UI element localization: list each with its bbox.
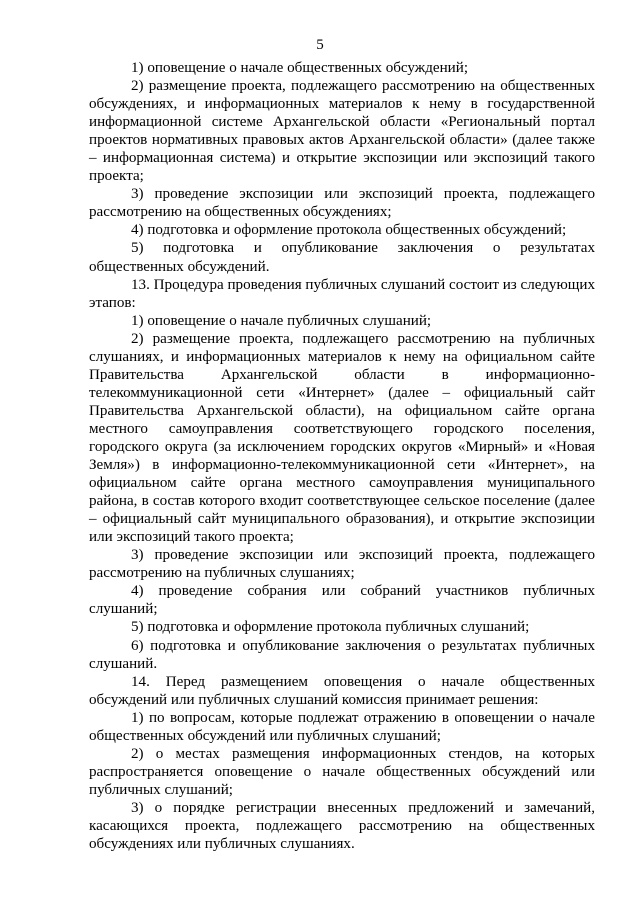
clause-13: 13. Процедура проведения публичных слушаний состоит из следующих этапов: <box>89 276 595 311</box>
list-item-stage-5-public-hearings: 5) подготовка и оформление протокола публичных слушаний; <box>131 619 530 636</box>
list-item-decision-3: 3) о порядке регистрации внесенных предложений и замечаний, касающихся проекта, подлежащего рассмотрению на общественных обсуждениях или публичных слушаниях. <box>89 799 595 853</box>
list-item-stage-4-public-discussions: 4) подготовка и оформление протокола общественных обсуждений; <box>131 222 567 239</box>
list-item-stage-2-public-discussions: 2) размещение проекта, подлежащего рассмотрению на общественных обсуждениях, и информационных материалов к нему в государственной информационной системе Архангельской области «Региональный портал проектов нормативных правовых актов Архангельской области» (далее также – информационная система) и открытие экспозиции или экспозиций такого проекта; <box>89 78 595 185</box>
list-item-stage-2-public-hearings: 2) размещение проекта, подлежащего рассмотрению на публичных слушаниях, и информационных материалов к нему на официальном сайте Правительства Архангельской области в информационно-телекоммуникационной сети «Интернет» (далее – официальный сайт Правительства Архангельской области), на официальном сайте органа местного самоуправления соответствующего городского поселения, городского округа (за исключением городских округов «Мирный» и «Новая Земля») в информационно-телекоммуникационной сети «Интернет», на официальном сайте органа местного самоуправления муниципального района, в состав которого входит соответствующее сельское поселение (далее – официальный сайт муниципального образования), и открытие экспозиции или экспозиций такого проекта; <box>89 330 595 546</box>
list-item-decision-1: 1) по вопросам, которые подлежат отражению в оповещении о начале общественных обсуждений или публичных слушаний; <box>89 709 595 744</box>
list-item-stage-3-public-discussions: 3) проведение экспозиции или экспозиций проекта, подлежащего рассмотрению на общественных обсуждениях; <box>89 186 595 221</box>
list-item-stage-5-public-discussions: 5) подготовка и опубликование заключения о результатах общественных обсуждений. <box>89 240 595 275</box>
clause-14: 14. Перед размещением оповещения о начале общественных обсуждений или публичных слушаний комиссия принимает решения: <box>89 673 595 708</box>
list-item-stage-1-public-discussions: 1) оповещение о начале общественных обсуждений; <box>131 60 469 76</box>
page-number: 5 <box>316 37 324 53</box>
list-item-stage-4-public-hearings: 4) проведение собрания или собраний участников публичных слушаний; <box>89 583 595 618</box>
document-body <box>89 59 595 853</box>
list-item-stage-1-public-hearings: 1) оповещение о начале публичных слушаний; <box>131 312 432 329</box>
list-item-decision-2: 2) о местах размещения информационных стендов, на которых распространяется оповещение о начале общественных обсуждений или публичных слушаний; <box>89 745 595 798</box>
list-item-stage-6-public-hearings: 6) подготовка и опубликование заключения о результатах публичных слушаний. <box>89 637 595 672</box>
list-item-stage-3-public-hearings: 3) проведение экспозиции или экспозиций проекта, подлежащего рассмотрению на публичных слушаниях; <box>89 547 595 582</box>
